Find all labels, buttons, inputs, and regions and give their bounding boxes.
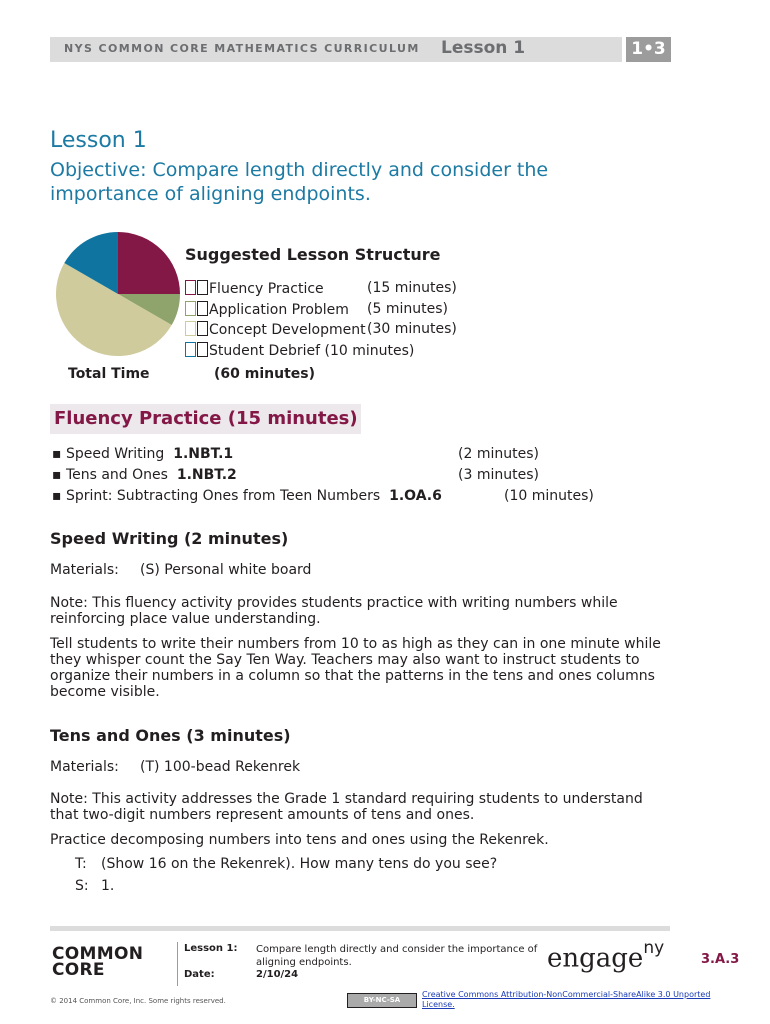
logo-line: CORE	[52, 960, 105, 980]
structure-item-time: (5 minutes)	[367, 301, 448, 317]
structure-item-time: (15 minutes)	[367, 280, 457, 296]
materials-label: Materials:	[50, 759, 119, 775]
engage-text: engage	[547, 943, 644, 974]
logo-line: COMMON	[52, 944, 144, 964]
dialogue-line	[75, 878, 635, 894]
structure-item-time: (30 minutes)	[367, 321, 457, 337]
footer-vertical-divider	[177, 942, 178, 986]
footer-date-label: Date:	[184, 969, 215, 980]
speed-writing-body: Tell students to write their numbers from 10 to as high as they can in one minute while they whisper count the Say Ten Way. Teachers may also want to instruct students to organize their numbers in a column so that the patterns in the tens and ones columns become visible.	[50, 636, 661, 700]
structure-item-label: Student Debrief	[209, 343, 321, 359]
speaker-label: S:	[75, 878, 89, 894]
footer-date: 2/10/24	[256, 969, 299, 980]
common-core-logo	[52, 946, 143, 978]
checkbox-icon	[197, 321, 208, 336]
fluency-item-text: Sprint: Subtracting Ones from Teen Numbers	[65, 488, 381, 504]
footer-lesson-label: Lesson 1:	[184, 943, 238, 954]
fluency-list-item: ▪ Sprint: Subtracting Ones from Teen Numbers 1.OA.6	[52, 488, 442, 504]
footer-divider	[50, 926, 670, 931]
fluency-item-time: (10 minutes)	[504, 488, 594, 504]
fluency-item-time: (3 minutes)	[458, 467, 539, 483]
pie-slice	[118, 232, 180, 294]
structure-item-debrief	[185, 342, 414, 359]
fluency-color-box	[185, 280, 196, 295]
materials-label: Materials:	[50, 562, 119, 578]
fluency-item-text: Speed Writing	[65, 446, 165, 462]
materials-value: (S) Personal white board	[140, 562, 312, 578]
tens-and-ones-heading: Tens and Ones (3 minutes)	[50, 726, 291, 745]
structure-item-label: Application Problem	[209, 302, 349, 318]
structure-item-time: (10 minutes)	[324, 343, 415, 359]
page-code: 3.A.3	[701, 952, 740, 967]
structure-item-concept	[185, 321, 457, 338]
lesson-structure-pie-chart	[56, 230, 180, 358]
concept-color-box	[185, 321, 196, 336]
total-time-value: (60 minutes)	[214, 366, 315, 382]
structure-item-label: Fluency Practice	[209, 281, 324, 297]
checkbox-icon	[197, 301, 208, 316]
structure-item-application	[185, 301, 448, 318]
lesson-title: Lesson 1	[50, 128, 147, 153]
dialogue-text: 1.	[101, 878, 115, 894]
tens-and-ones-body: Practice decomposing numbers into tens and ones using the Rekenrek.	[50, 832, 549, 848]
fluency-item-time: (2 minutes)	[458, 446, 539, 462]
footer-lesson-text: Compare length directly and consider the importance of aligning endpoints.	[256, 944, 538, 968]
fluency-practice-heading: Fluency Practice (15 minutes)	[54, 408, 358, 429]
standard-code: 1.OA.6	[389, 488, 442, 504]
structure-item-fluency	[185, 280, 457, 297]
curriculum-title: NYS COMMON CORE MATHEMATICS CURRICULUM	[64, 42, 420, 55]
checkbox-icon	[197, 342, 208, 357]
materials-value: (T) 100-bead Rekenrek	[140, 759, 301, 775]
tens-and-ones-note: Note: This activity addresses the Grade 1 standard requiring students to understand that two-digit numbers represent amounts of tens and ones.	[50, 791, 643, 823]
license-link[interactable]: Creative Commons Attribution-NonCommercial-ShareAlike 3.0 Unported License.	[422, 990, 711, 1009]
engage-sup: ny	[643, 938, 665, 958]
tens-and-ones-materials	[50, 759, 670, 775]
dialogue-text: (Show 16 on the Rekenrek). How many tens do you see?	[101, 856, 498, 872]
standard-code: 1.NBT.1	[173, 446, 234, 462]
suggested-lesson-structure-heading: Suggested Lesson Structure	[185, 245, 441, 264]
fluency-item-text: Tens and Ones	[65, 467, 168, 483]
fluency-list-item: ▪ Tens and Ones 1.NBT.2	[52, 467, 237, 483]
header-lesson-label: Lesson 1	[441, 38, 526, 58]
module-badge: 1•3	[626, 37, 671, 62]
creative-commons-badge-icon: BY-NC-SA	[347, 993, 417, 1008]
checkbox-icon	[197, 280, 208, 295]
total-time-label: Total Time	[68, 366, 150, 382]
engageny-logo	[547, 938, 665, 974]
speed-writing-materials	[50, 562, 670, 578]
copyright-text: © 2014 Common Core, Inc. Some rights reserved.	[50, 997, 226, 1005]
structure-item-label: Concept Development	[209, 322, 366, 338]
speed-writing-heading: Speed Writing (2 minutes)	[50, 529, 289, 548]
speaker-label: T:	[75, 856, 87, 872]
application-color-box	[185, 301, 196, 316]
fluency-list-item: ▪ Speed Writing 1.NBT.1	[52, 446, 234, 462]
dialogue-line	[75, 856, 635, 872]
standard-code: 1.NBT.2	[176, 467, 237, 483]
debrief-color-box	[185, 342, 196, 357]
speed-writing-note: Note: This fluency activity provides students practice with writing numbers while reinforcing place value understanding.	[50, 595, 618, 627]
lesson-objective: Objective: Compare length directly and consider the importance of aligning endpoints.	[50, 159, 549, 205]
